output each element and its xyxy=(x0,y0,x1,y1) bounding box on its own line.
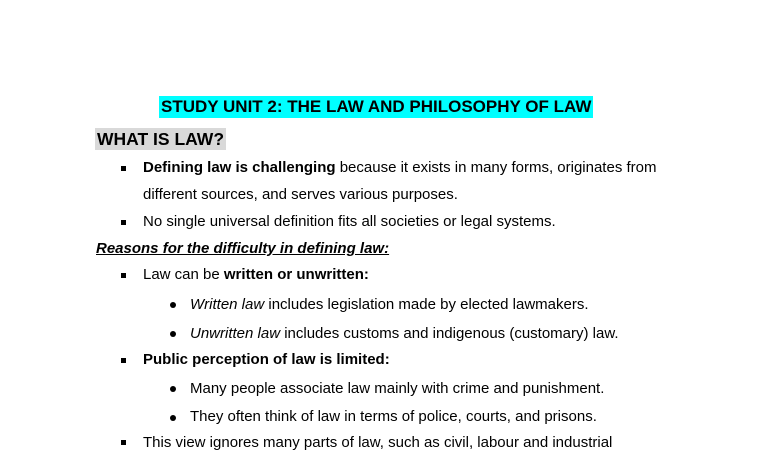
sub-bullet-text: They often think of law in terms of police, courts, and prisons. xyxy=(190,408,597,425)
bullet-text xyxy=(143,158,657,178)
document-title: STUDY UNIT 2: THE LAW AND PHILOSOPHY OF LAW xyxy=(161,97,592,116)
bullet-pre: Law can be xyxy=(143,266,224,283)
round-bullet-icon xyxy=(170,302,176,308)
square-bullet-icon xyxy=(121,358,126,363)
bold-phrase: Public perception of law is limited: xyxy=(143,351,390,368)
round-bullet-icon xyxy=(170,331,176,337)
round-bullet-icon xyxy=(170,386,176,392)
bold-phrase: written or unwritten: xyxy=(223,266,369,283)
subheading: Reasons for the difficulty in defining law: xyxy=(96,240,390,257)
bullet-text xyxy=(143,265,369,285)
square-bullet-icon xyxy=(121,166,126,171)
sub-bullet-text xyxy=(190,324,619,344)
section-heading: WHAT IS LAW? xyxy=(97,129,225,149)
bullet-rest: because it exists in many forms, originates from xyxy=(335,159,657,176)
sub-bullet-text xyxy=(190,295,589,315)
sub-bullet-rest: includes customs and indigenous (customary) law. xyxy=(280,325,619,342)
italic-phrase: Written law xyxy=(190,296,265,313)
round-bullet-icon xyxy=(170,415,176,421)
square-bullet-icon xyxy=(121,220,126,225)
bullet-text-partial: This view ignores many parts of law, such as civil, labour and industrial xyxy=(143,434,613,451)
sub-bullet-rest: includes legislation made by elected lawmakers. xyxy=(264,296,589,313)
square-bullet-icon xyxy=(121,273,126,278)
sub-bullet-text: Many people associate law mainly with crime and punishment. xyxy=(190,380,605,397)
italic-phrase: Unwritten law xyxy=(190,325,281,342)
bullet-continuation: different sources, and serves various purposes. xyxy=(143,186,458,203)
bullet-text xyxy=(143,350,390,370)
bullet-text: No single universal definition fits all societies or legal systems. xyxy=(143,213,556,230)
bold-phrase: Defining law is challenging xyxy=(143,159,336,176)
